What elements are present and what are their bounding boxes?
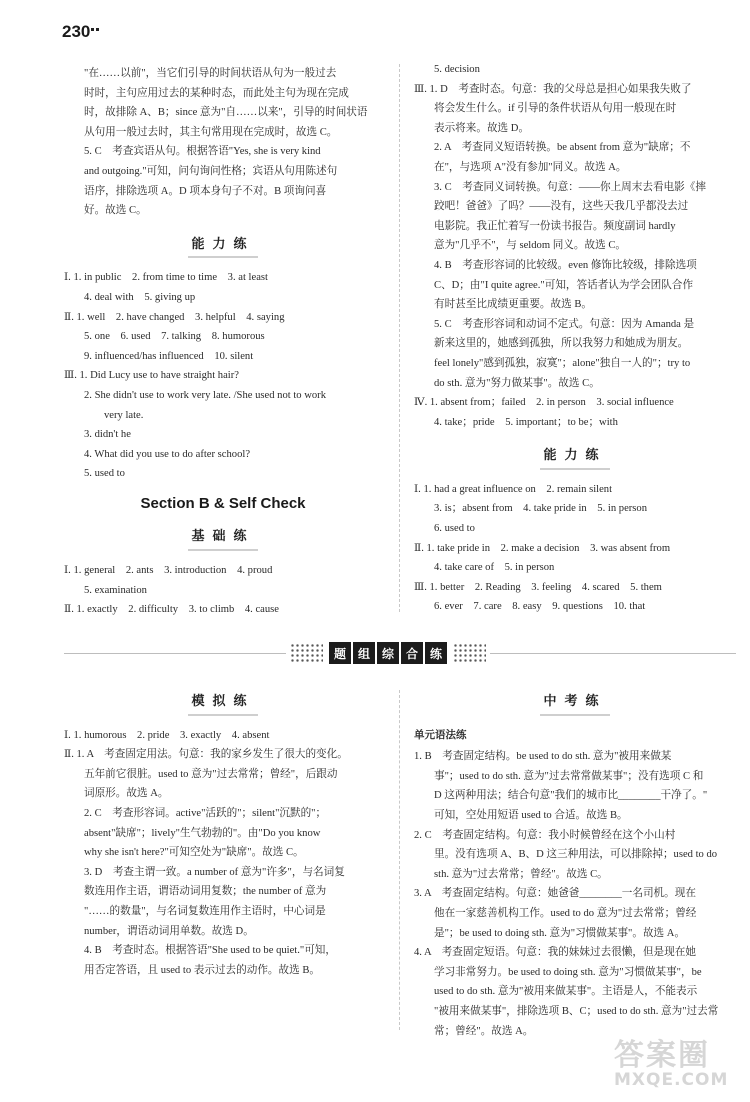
- text-line: 2. She didn't use to work very late. /She used not to work: [84, 389, 327, 401]
- banner-char: 综: [377, 642, 399, 664]
- text-line: 常；曾经"。故选 A。: [434, 1025, 534, 1037]
- dot-pattern-right: [453, 643, 486, 663]
- bottom-left-column: [64, 694, 382, 980]
- text-line: 学习非常努力。be used to doing sth. 意为"习惯做某事"，be: [434, 966, 702, 978]
- heading-text: 能力练: [191, 236, 255, 252]
- text-line: 2. C 考查形容词。active"活跃的"；silent"沉默的"；: [84, 807, 327, 819]
- text-line: Ⅰ. 1. in public 2. from time to time 3. at least: [64, 272, 268, 284]
- subheading-grammar: 单元语法练: [414, 728, 467, 741]
- banner-rule-left: [64, 653, 286, 654]
- text-line: 4. take；pride 5. important；to be；with: [434, 416, 618, 428]
- text-line: 好。故选 C。: [84, 205, 147, 217]
- text-line: Ⅰ. 1. had a great influence on 2. remain silent: [414, 483, 613, 495]
- heading-underline: [540, 714, 610, 716]
- column-divider-top: [399, 64, 400, 612]
- answer-5-block: [64, 142, 382, 220]
- banner-char: 合: [401, 642, 423, 664]
- text-line: 3. C 考查同义词转换。句意：——你上周末去看电影《摔: [434, 181, 706, 193]
- text-line: "……的数量"，与名词复数连用作主语时，中心词是: [84, 905, 326, 917]
- text-line: C、D；由"I quite agree."可知，答话者认为学会团队合作: [434, 279, 694, 291]
- section-heading-ability: [64, 235, 382, 259]
- text-line: Ⅳ. 1. absent from；failed 2. in person 3. social influence: [414, 397, 674, 409]
- top-right-column: [414, 60, 736, 617]
- heading-underline: [188, 549, 258, 551]
- heading-text: 基础练: [191, 529, 255, 545]
- watermark-text: 答案圈: [614, 1038, 710, 1073]
- text-line: Ⅱ. 1. take pride in 2. make a decision 3. was absent from: [414, 542, 671, 554]
- text-line: Ⅲ. 1. Did Lucy use to have straight hair?: [64, 370, 239, 382]
- heading-underline: [540, 468, 610, 470]
- text-line: 4. B 考查形容词的比较级。even 修饰比较级，排除选项: [434, 259, 697, 271]
- column-divider-bottom: [399, 690, 400, 1030]
- text-line: Ⅲ. 1. D 考查时态。句意：我的父母总是担心如果我失败了: [414, 83, 692, 95]
- watermark-url: MXQE.COM: [614, 1070, 729, 1090]
- answers-block: [414, 747, 736, 1041]
- section-banner: [290, 636, 486, 670]
- text-line: 事"；used to do sth. 意为"过去常常做某事"；没有选项 C 和: [434, 770, 704, 782]
- section-heading-basic: [64, 527, 382, 551]
- text-line: 4. take care of 5. in person: [434, 562, 555, 574]
- text-line: 新来这里的，她感到孤独，所以我努力和她成为朋友。: [434, 338, 689, 350]
- banner-rule-right: [490, 653, 736, 654]
- heading-text: 能力练: [543, 448, 607, 464]
- text-line: Ⅲ. 1. better 2. Reading 3. feeling 4. scared 5. them: [414, 581, 662, 593]
- text-line: 电影院。我正忙着写一份读书报告。频度副词 hardly: [434, 220, 676, 232]
- banner-title: [329, 642, 447, 664]
- text-line: "在……以前"，当它们引导的时间状语从句为一般过去: [84, 68, 337, 79]
- text-line: D 这两种用法；结合句意"我们的城市比________干净了。": [434, 790, 708, 802]
- text-line: 3. D 考查主谓一致。a number of 意为"许多"，与名词复: [84, 866, 345, 878]
- text-line: 5. C 考查形容词和动词不定式。句意：因为 Amanda 是: [434, 318, 695, 330]
- text-line: Ⅱ. 1. exactly 2. difficulty 3. to climb 4. cause: [64, 604, 280, 616]
- text-line: 在"，与选项 A"没有参加"同义。故选 A。: [434, 161, 627, 173]
- text-line: 2. C 考查固定结构。句意：我小时候曾经在这个小山村: [414, 829, 676, 841]
- text-line: Ⅰ. 1. humorous 2. pride 3. exactly 4. absent: [64, 729, 270, 741]
- banner-char: 题: [329, 642, 351, 664]
- watermark-logo: [614, 1030, 744, 1096]
- text-line: 4. What did you use to do after school?: [84, 448, 251, 460]
- page-number: 230: [62, 22, 91, 41]
- text-line: do sth. 意为"努力做某事"。故选 C。: [434, 377, 600, 389]
- heading-underline: [188, 256, 258, 258]
- text-line: 2. A 考查同义短语转换。be absent from 意为"缺席；不: [434, 142, 691, 154]
- answers-block: [64, 726, 382, 981]
- text-line: 3. didn't he: [84, 429, 131, 441]
- text-line: sth. 意为"过去常常；曾经"。故选 C。: [434, 868, 608, 880]
- text-line: 3. is；absent from 4. take pride in 5. in person: [434, 503, 648, 515]
- text-line: 词原形。故选 A。: [84, 788, 169, 800]
- text-line: number，谓语动词用单数。故选 D。: [84, 925, 254, 937]
- text-line: 从句用一般过去时，其主句常用现在完成时，故选 C。: [84, 126, 338, 138]
- text-line: 里。没有选项 A、B、D 这三种用法，可以排除掉；used to do: [434, 849, 718, 861]
- text-line: 6. ever 7. care 8. easy 9. questions 10. that: [434, 601, 646, 613]
- text-line: 5. one 6. used 7. talking 8. humorous: [84, 331, 265, 343]
- text-line: and outgoing."可知，问句询问性格；宾语从句用陈述句: [84, 165, 338, 177]
- text-line: used to do sth. 意为"被用来做某事"。主语是人，不能表示: [434, 986, 698, 998]
- text-line: 3. A 考查固定结构。句意：她爸爸________一名司机。现在: [414, 888, 696, 900]
- text-line: 他在一家慈善机构工作。used to do 意为"过去常常；曾经: [434, 907, 697, 919]
- page-number-marker: [91, 28, 99, 31]
- text-line: "被用来做某事"，排除选项 B、C；used to do sth. 意为"过去常: [434, 1005, 719, 1017]
- text-line: 5. decision: [434, 64, 480, 75]
- text-line: 跤吧！爸爸》了吗？——没有，这些天我几乎都没去过: [434, 201, 689, 213]
- text-line: 时，故排除 A、B；since 意为"自……以来"，引导的时间状语: [84, 107, 368, 119]
- banner-char: 练: [425, 642, 447, 664]
- section-heading-simulation: [64, 692, 382, 716]
- section-heading-exam: [414, 692, 736, 716]
- text-line: why she isn't here?"可知空处为"缺席"。故选 C。: [84, 847, 304, 859]
- heading-underline: [188, 714, 258, 716]
- section-heading-ability: [414, 446, 736, 470]
- text-line: 1. B 考查固定结构。be used to do sth. 意为"被用来做某: [414, 751, 672, 763]
- text-line: 有时甚至比成绩更重要。故选 B。: [434, 299, 593, 311]
- text-line: 五年前它很脏。used to 意为"过去常常；曾经"，后跟动: [84, 768, 338, 780]
- text-line: 用否定答语，且 used to 表示过去的动作。故选 B。: [84, 964, 321, 976]
- text-line: 4. B 考查时态。根据答语"She used to be quiet."可知，: [84, 945, 336, 957]
- top-left-column: [64, 64, 382, 620]
- text-line: 将会发生什么。if 引导的条件状语从句用一般现在时: [434, 103, 677, 115]
- answers-block: [64, 268, 382, 484]
- text-line: 5. examination: [84, 584, 147, 596]
- text-line: 数连用作主语，谓语动词用复数；the number of 意为: [84, 886, 327, 898]
- text-line: 5. used to: [84, 468, 125, 480]
- text-line: 5. C 考查宾语从句。根据答语"Yes, she is very kind: [84, 146, 321, 158]
- heading-text: 中考练: [543, 694, 607, 709]
- text-line: 意为"几乎不"，与 seldom 同义。故选 C。: [434, 240, 626, 252]
- text-line: 表示将来。故选 D。: [434, 122, 530, 134]
- answers-block: [64, 561, 382, 620]
- bottom-right-column: [414, 694, 736, 1041]
- text-line: Ⅱ. 1. well 2. have changed 3. helpful 4. saying: [64, 311, 285, 323]
- answers-block: [414, 60, 736, 432]
- banner-char: 组: [353, 642, 375, 664]
- dot-pattern-left: [290, 643, 323, 663]
- text-line: 语序，排除选项 A。D 项本身句子不对。B 项询问喜: [84, 185, 327, 197]
- text-line: Ⅱ. 1. A 考查固定用法。句意：我的家乡发生了很大的变化。: [64, 749, 348, 761]
- explanation-block: [64, 64, 382, 142]
- text-line: Ⅰ. 1. general 2. ants 3. introduction 4. proud: [64, 565, 273, 577]
- text-line: 时时，主句应用过去的某种时态，而此处主句为现在完成: [84, 87, 349, 99]
- text-line: 9. influenced/has influenced 10. silent: [84, 350, 254, 362]
- heading-text: 模拟练: [191, 694, 255, 709]
- text-line: 6. used to: [434, 523, 475, 535]
- text-line: 4. A 考查固定短语。句意：我的妹妹过去很懒，但是现在她: [414, 947, 696, 959]
- text-line: 4. deal with 5. giving up: [84, 291, 196, 303]
- answers-block: [414, 480, 736, 617]
- text-line: absent"缺席"；lively"生气勃勃的"。由"Do you know: [84, 827, 321, 839]
- text-line: 是"；be used to doing sth. 意为"习惯做某事"。故选 A。: [434, 927, 686, 939]
- text-line: feel lonely"感到孤独，寂寞"；alone"独自一人的"；try to: [434, 357, 691, 369]
- text-line: 可知，空处用短语 used to 合适。故选 B。: [434, 809, 628, 821]
- section-title: Section B & Self Check: [140, 494, 306, 512]
- text-line: very late.: [104, 409, 144, 421]
